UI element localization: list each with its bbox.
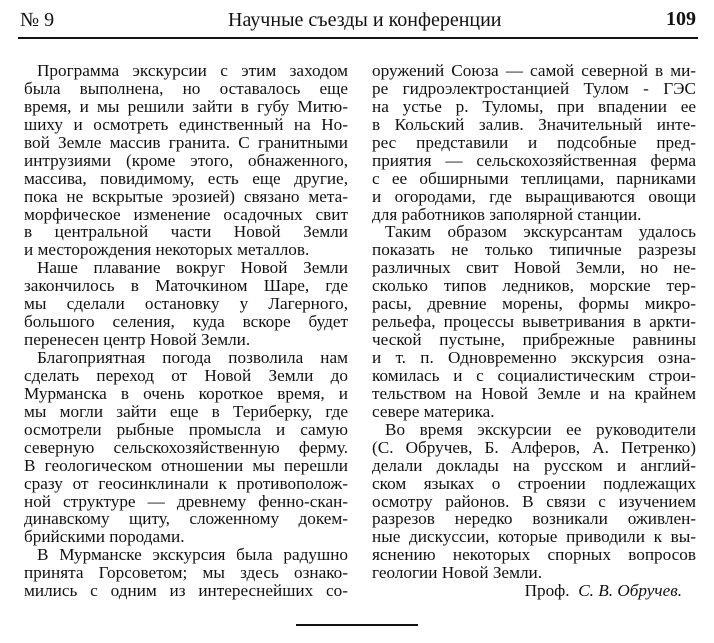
text-line: время, и мы решили зайти в губу Митю- bbox=[24, 96, 348, 116]
text-line: Программа экскурсии с этим заходом bbox=[37, 61, 348, 80]
text-line: и месторождения некоторых металлов. bbox=[24, 240, 310, 260]
text-line: сделать переход от Новой Земли до bbox=[24, 365, 348, 385]
text-line: большого селения, куда вскоре будет bbox=[24, 312, 348, 332]
text-line: Благоприятная погода позволила нам bbox=[37, 348, 348, 367]
end-rule bbox=[296, 624, 418, 626]
text-line: делали доклады на русском и англий- bbox=[372, 455, 696, 475]
text-line: Наше плавание вокруг Новой Земли bbox=[37, 258, 348, 278]
text-line: динавскому щиту, сложенному докем- bbox=[24, 509, 348, 529]
text-line: ре гидроэлектростанцией Тулом - ГЭС bbox=[372, 78, 696, 98]
text-line: в центральной части Новой Земли bbox=[24, 222, 348, 242]
text-line: ные дискуссии, которые приводили к вы- bbox=[372, 527, 696, 547]
header-rule bbox=[18, 37, 698, 39]
text-line: Таким образом экскурсантам удалось bbox=[385, 222, 696, 242]
text-line: на устье р. Туломы, при впадении ее bbox=[372, 96, 696, 116]
author-title: Проф. bbox=[524, 581, 570, 601]
text-line: принята Горсоветом; мы здесь ознако- bbox=[24, 563, 348, 583]
text-line: В Мурманске экскурсия была радушно bbox=[37, 545, 348, 565]
text-line: брийскими породами. bbox=[24, 527, 185, 547]
text-line: и огородами, где выращиваются овощи bbox=[372, 186, 696, 206]
text-line: севере материка. bbox=[372, 401, 495, 421]
text-line: шиху и осмотреть единственный на Но- bbox=[24, 114, 348, 134]
text-line: различных свит Новой Земли, но не- bbox=[372, 258, 696, 278]
text-line: мы сделали остановку у Лагерного, bbox=[24, 294, 348, 314]
text-line: показать не только типичные разрезы bbox=[372, 240, 696, 260]
left-column bbox=[24, 62, 348, 600]
author-name: С. В. Обручев. bbox=[578, 581, 682, 601]
text-line: осмотрели рыбные промысла и самую bbox=[24, 419, 348, 439]
author-signature bbox=[372, 582, 696, 600]
text-line: с ее обширными теплицами, парниками bbox=[372, 168, 696, 188]
text-line: пока не вскрытые эрозией) связано мета- bbox=[24, 186, 348, 206]
text-line: ческой пустыне, прибрежные равнины bbox=[372, 330, 696, 350]
text-line: ной структуре — древнему фенно-скан- bbox=[24, 491, 348, 511]
text-line: Во время экскурсии ее руководители bbox=[385, 419, 696, 439]
text-line: и т. п. Одновременно экскурсия озна- bbox=[372, 348, 696, 367]
text-line: осмотру районов. В связи с изучением bbox=[372, 491, 696, 511]
text-line: мились с одним из интереснейших со- bbox=[24, 581, 348, 601]
text-line: сколько типов ледников, морские тер- bbox=[372, 276, 696, 296]
text-line: геологии Новой Земли. bbox=[372, 563, 543, 583]
text-line: вой Земле массив гранита. С гранитными bbox=[24, 132, 348, 152]
text-line: интрузиями (кроме этого, обнаженного, bbox=[24, 150, 348, 170]
text-line: разрезов нередко возникали оживлен- bbox=[372, 509, 696, 529]
section-title: Научные съезды и конференции bbox=[228, 9, 502, 31]
text-line: тельством на Новой Земле и на крайнем bbox=[372, 383, 696, 403]
text-line: Мурманска в очень короткое время, и bbox=[24, 383, 348, 403]
text-line: оружений Союза — самой северной в ми- bbox=[372, 61, 696, 80]
text-line: перенесен центр Новой Земли. bbox=[24, 330, 251, 350]
right-column bbox=[372, 62, 696, 600]
text-line: комилась и с социалистическим строи- bbox=[372, 365, 696, 385]
text-line: приятия — сельскохозяйственная ферма bbox=[372, 150, 696, 170]
text-line: ском языках о строении подлежащих bbox=[372, 473, 696, 493]
text-line: расы, древние морены, формы микро- bbox=[372, 294, 696, 314]
text-line: массива, повидимому, есть еще другие, bbox=[24, 168, 348, 188]
text-line: для работников заполярной станции. bbox=[372, 204, 642, 224]
text-line: яснению некоторых спорных вопросов bbox=[372, 545, 696, 565]
text-line: закончилось в Маточкином Шаре, где bbox=[24, 276, 348, 296]
text-line: северную сельскохозяйственную ферму. bbox=[24, 437, 348, 457]
text-line: В геологическом отношении мы перешли bbox=[24, 455, 348, 475]
text-line: рельефа, процессы выветривания в аркти- bbox=[372, 312, 696, 332]
text-line: (С. Обручев, Б. Алферов, А. Петренко) bbox=[372, 437, 696, 457]
text-line: рес представили и подсобные пред- bbox=[372, 132, 696, 152]
issue-number: № 9 bbox=[20, 9, 55, 31]
text-line: морфическое изменение осадочных свит bbox=[24, 204, 348, 224]
text-line: мы могли зайти еще в Териберку, где bbox=[24, 401, 348, 421]
page-number: 109 bbox=[666, 8, 696, 30]
text-line: была выполнена, но оставалось еще bbox=[24, 78, 348, 98]
text-line: в Кольский залив. Значительный инте- bbox=[372, 114, 696, 134]
text-line: сразу от геосинклинали к противополож- bbox=[24, 473, 348, 493]
